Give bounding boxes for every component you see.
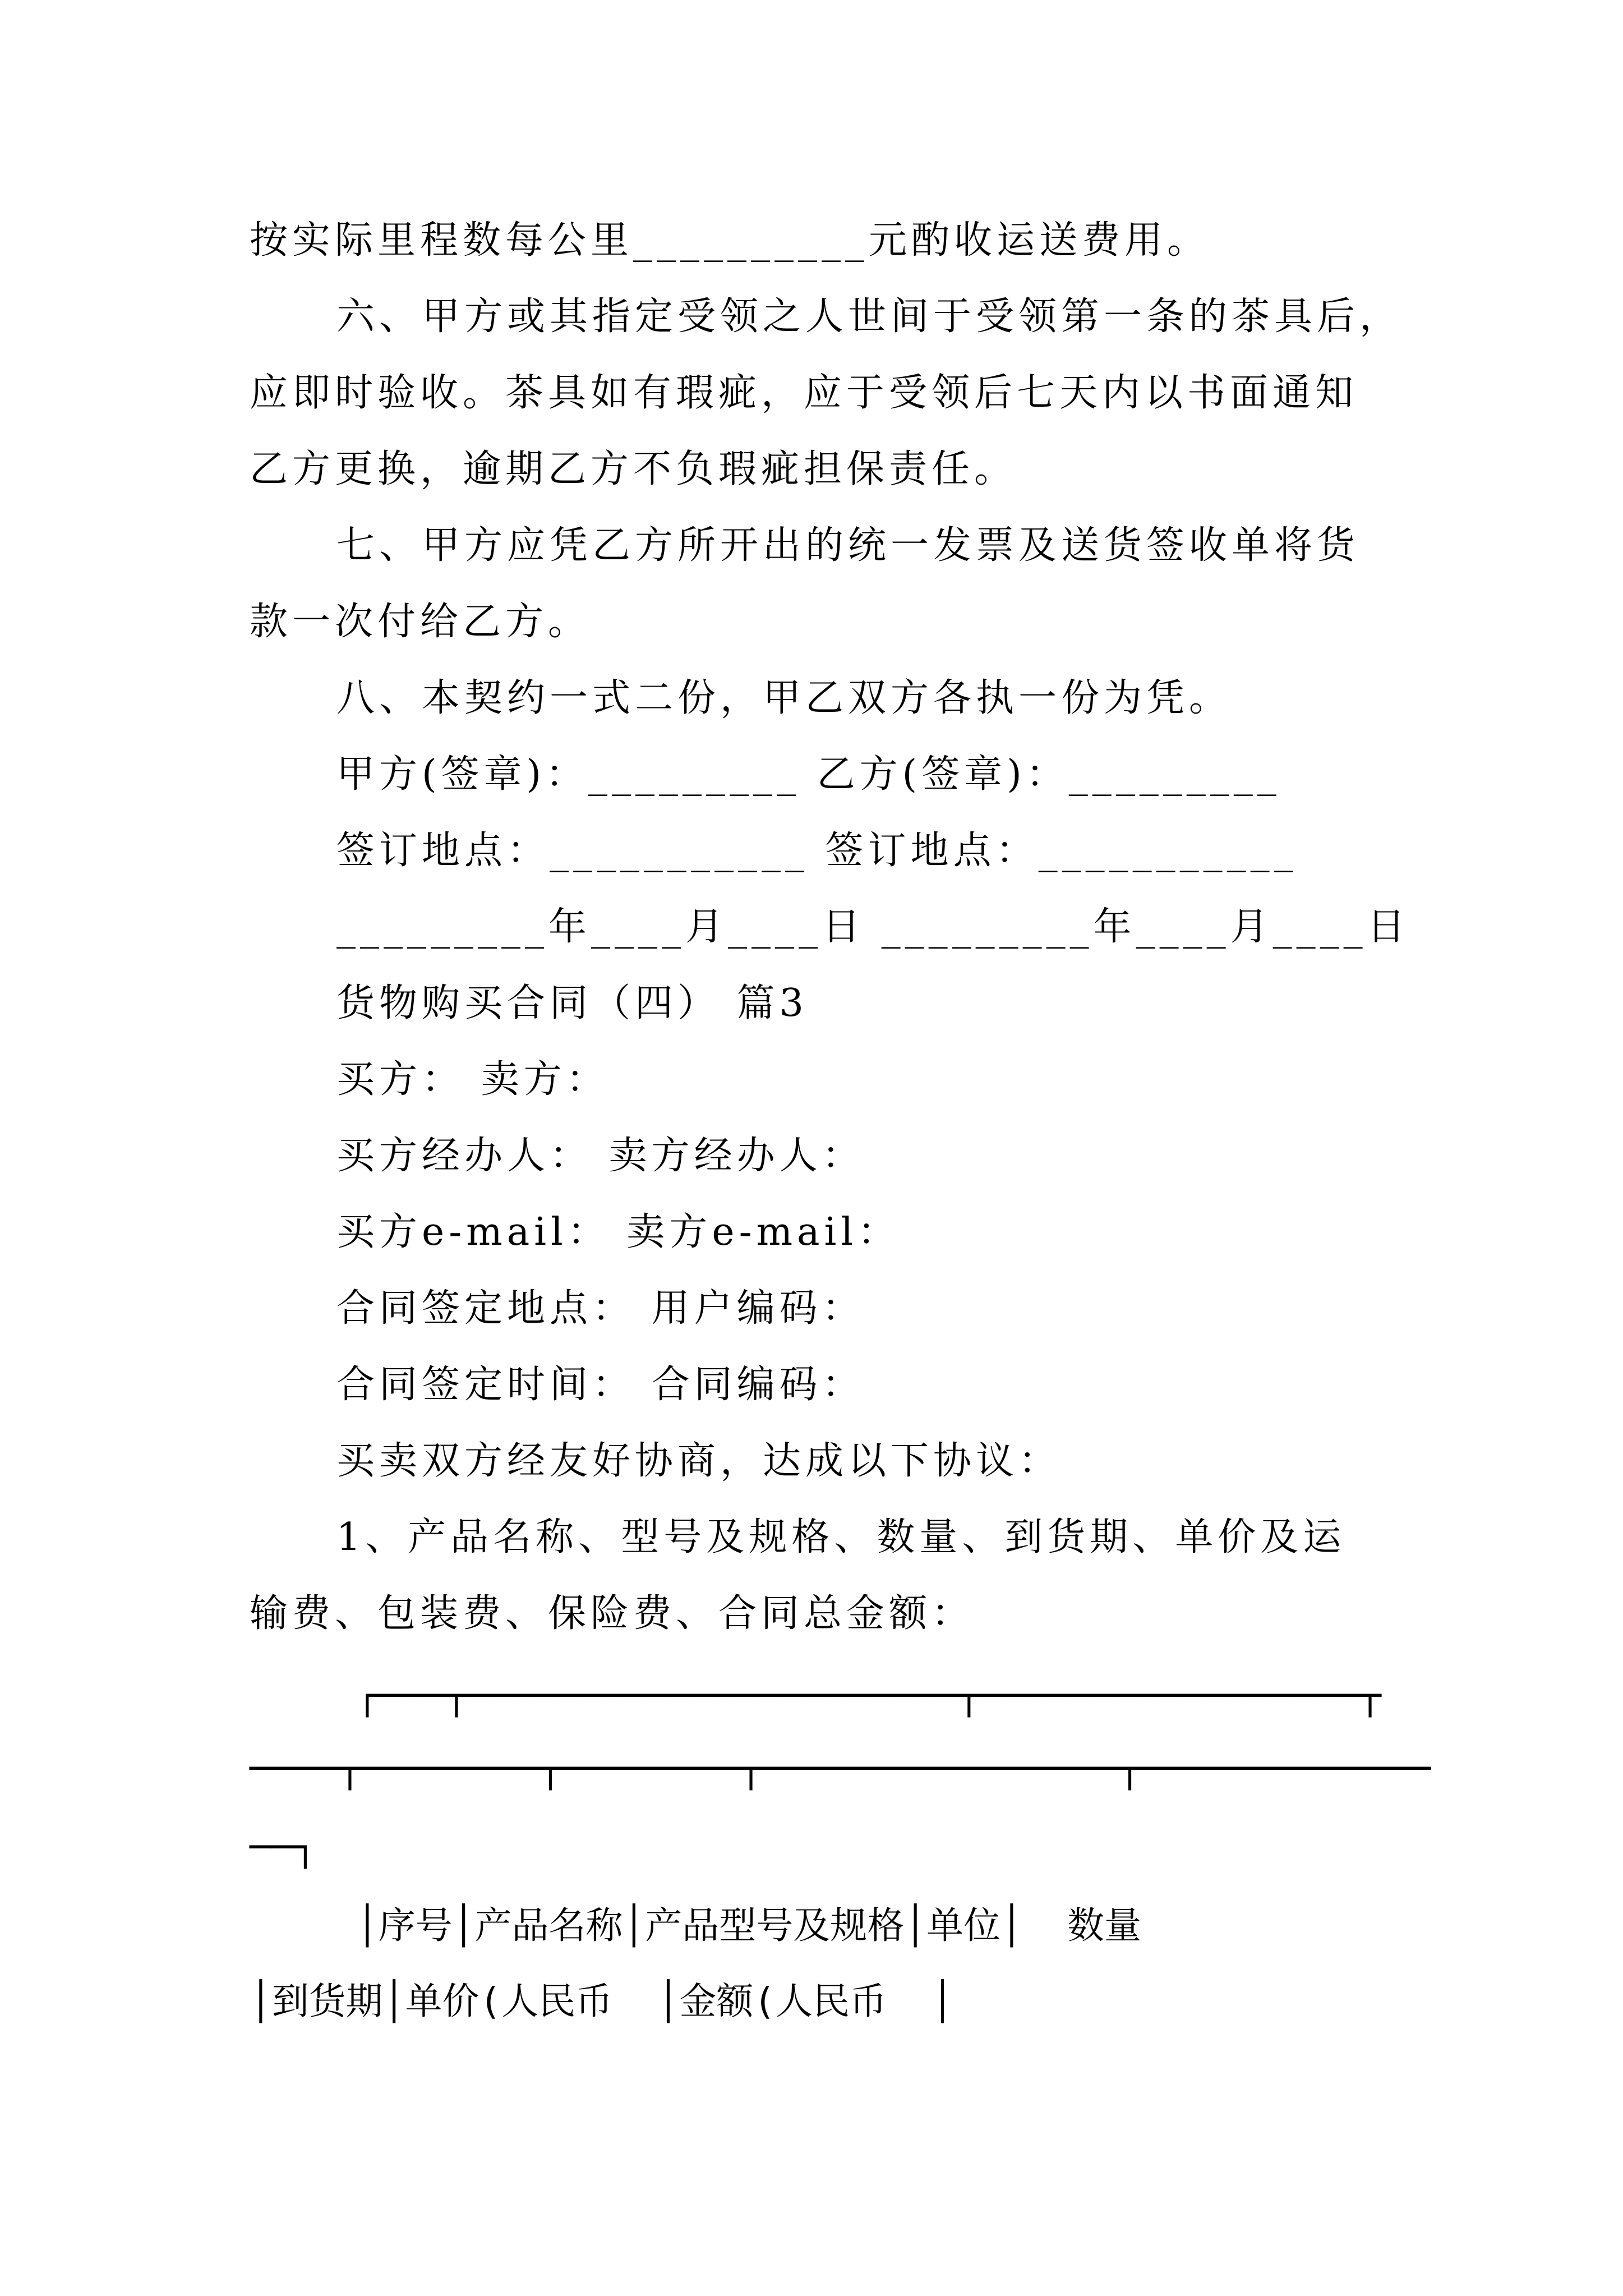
signature-line: 甲方(签章)：_________ 乙方(签章)：_________	[336, 752, 1281, 797]
text-line: 1、产品名称、型号及规格、数量、到货期、单价及运	[336, 1515, 1346, 1559]
date-line: _________年____月____日 _________年____月____日	[336, 905, 1410, 949]
signing-place-line: 签订地点：___________ 签订地点：___________	[336, 829, 1298, 873]
text-line: 七、甲方应凭乙方所开出的统一发票及送货签收单将货	[336, 523, 1360, 568]
section-title: 货物购买合同（四） 篇3	[336, 981, 808, 1025]
text-line: 买卖双方经友好协商，达成以下协议：	[336, 1439, 1062, 1483]
text-line: 按实际里程数每公里__________元酌收运送费用。	[250, 218, 1210, 263]
table-header-row: │序号│产品名称│产品型号及规格│单位│ 数量	[356, 1904, 1142, 1947]
table-header-row: │到货期│单价(人民币 │金额(人民币 │	[250, 1980, 954, 2023]
party-line: 买方： 卖方：	[336, 1057, 609, 1102]
text-line: 六、甲方或其指定受领之人世间于受领第一条的茶具后，	[336, 295, 1403, 339]
table-border-line: ────┬────────┬────────┬────────────────┬─────────────	[250, 1747, 1431, 1790]
email-line: 买方e-mail： 卖方e-mail：	[336, 1210, 901, 1254]
text-line: 应即时验收。茶具如有瑕疵，应于受领后七天内以书面通知	[250, 371, 1358, 415]
time-code-line: 合同签定时间： 合同编码：	[336, 1363, 865, 1407]
text-line: 乙方更换，逾期乙方不负瑕疵担保责任。	[250, 447, 1017, 491]
table-border-line: ┌───┬──────────────────────┬─────────────────┬	[356, 1674, 1381, 1717]
text-line: 输费、包装费、保险费、合同总金额：	[250, 1591, 975, 1636]
place-code-line: 合同签定地点： 用户编码：	[336, 1286, 865, 1331]
text-line: 八、本契约一式二份，甲乙双方各执一份为凭。	[336, 676, 1232, 720]
agent-line: 买方经办人： 卖方经办人：	[336, 1134, 865, 1178]
text-line: 款一次付给乙方。	[250, 600, 591, 644]
table-border-line: ──┐	[250, 1825, 317, 1869]
